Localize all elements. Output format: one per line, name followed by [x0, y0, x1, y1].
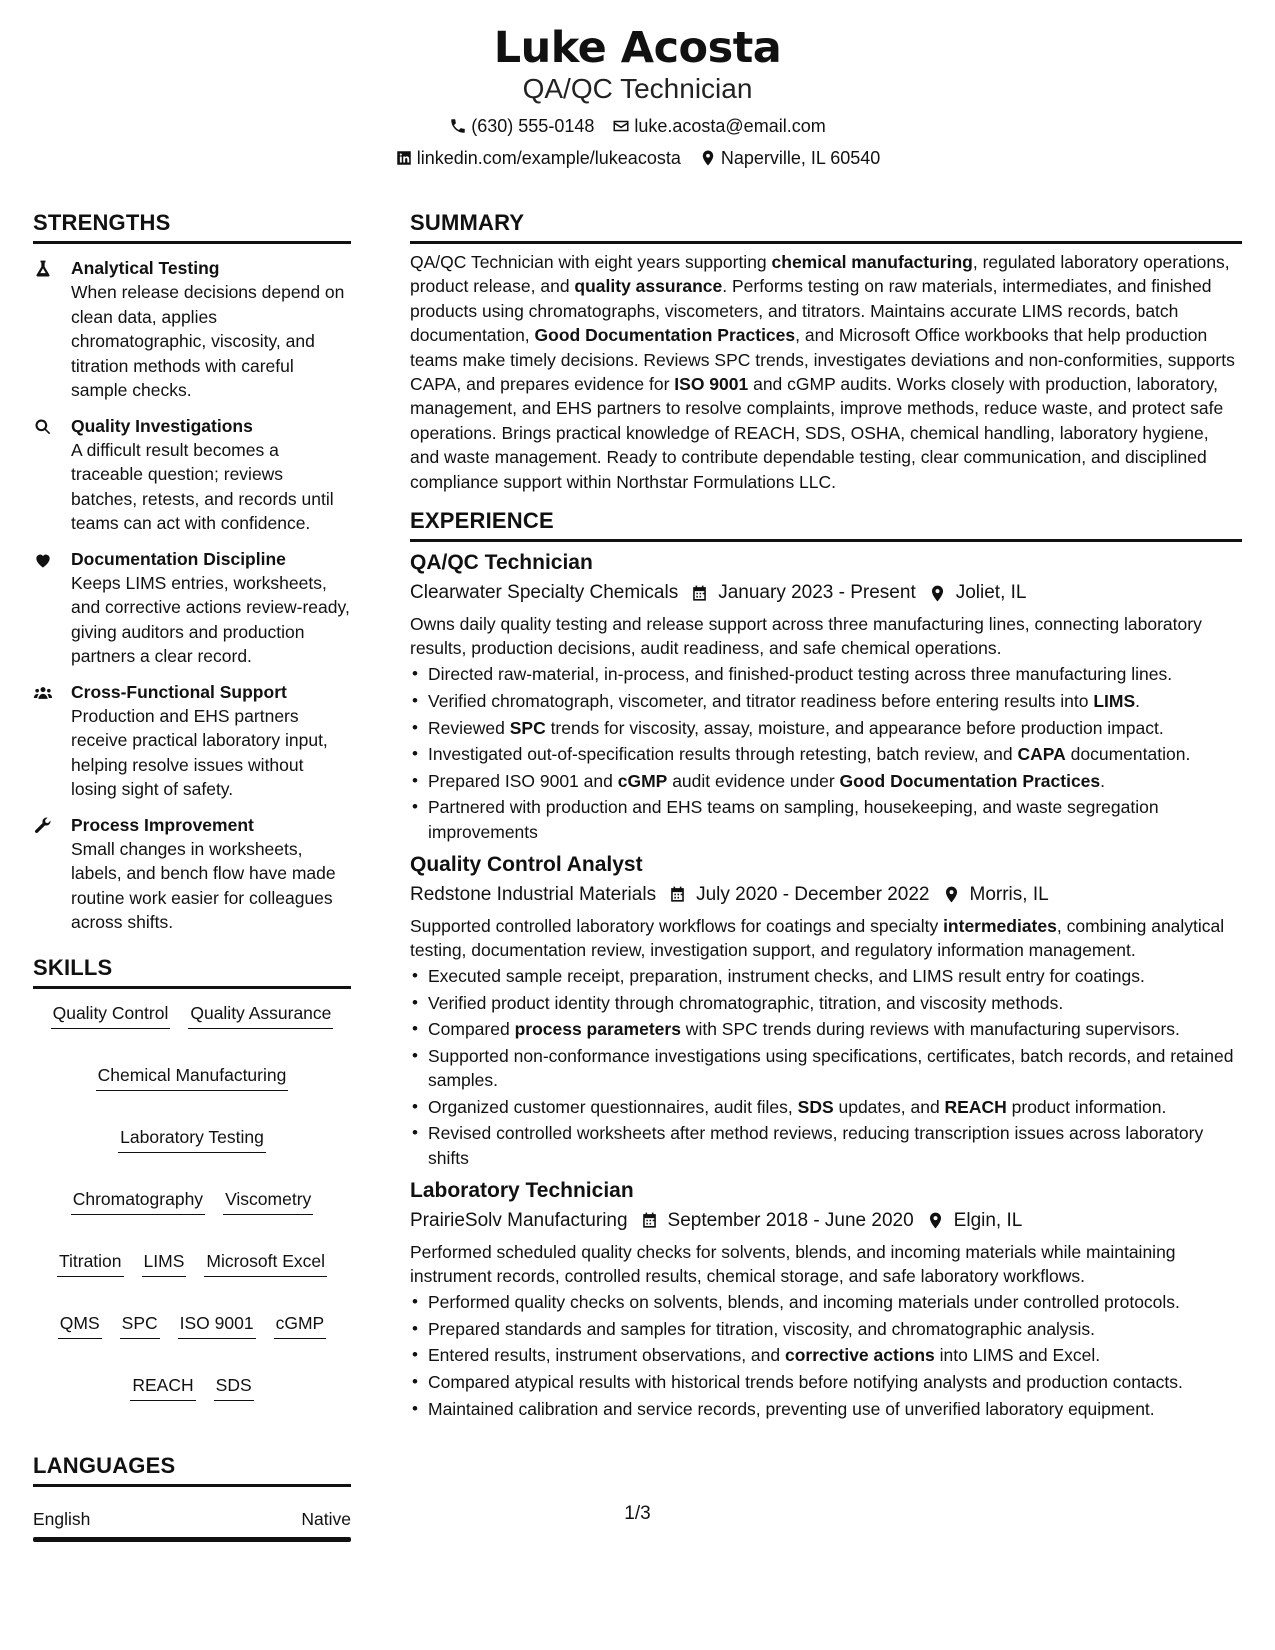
strength-title: Process Improvement	[71, 814, 254, 835]
strengths-list	[33, 256, 351, 935]
section-divider	[33, 1484, 351, 1487]
job-bullet: • Verified chromatograph, viscometer, and titrator readiness before entering results into LIMS.	[410, 689, 1242, 713]
section-divider	[410, 241, 1242, 244]
job-dates: September 2018 - June 2020	[667, 1209, 914, 1231]
emphasis-text: corrective actions	[785, 1345, 935, 1366]
calendar-icon	[640, 1211, 659, 1230]
job-bullet: • Organized customer questionnaires, audit files, SDS updates, and REACH product information.	[410, 1095, 1242, 1119]
strength-icon	[33, 680, 71, 802]
job-entry	[410, 1177, 1242, 1421]
contact-email[interactable]	[612, 114, 825, 138]
languages-section	[33, 1453, 351, 1542]
job-dates: July 2020 - December 2022	[696, 883, 930, 905]
skill-tag: Chromatography	[71, 1187, 205, 1215]
users-icon	[33, 683, 53, 703]
job-bullet: • Prepared standards and samples for titration, viscosity, and chromatographic analysis.	[410, 1317, 1242, 1341]
job-bullets	[410, 964, 1242, 1170]
job-meta	[410, 1207, 1242, 1235]
job-description: Owns daily quality testing and release support across three manufacturing lines, connecting laboratory results, production decisions, audit readiness, and safe chemical operations.	[410, 614, 1202, 659]
strength-body	[71, 547, 351, 669]
email-text[interactable]: luke.acosta@email.com	[634, 116, 826, 136]
job-meta	[410, 579, 1242, 607]
phone-icon	[449, 117, 467, 135]
job-bullet: • Entered results, instrument observations, and corrective actions into LIMS and Excel.	[410, 1343, 1242, 1367]
job-bullet: • Supported non-conformance investigations using specifications, certificates, batch records, and retained samples.	[410, 1044, 1242, 1092]
strength-item	[33, 414, 351, 536]
job-title: Quality Control Analyst	[410, 852, 643, 876]
experience-heading: EXPERIENCE	[410, 508, 554, 534]
strength-body	[71, 680, 351, 802]
map-pin-icon	[699, 149, 717, 167]
job-bullet: • Executed sample receipt, preparation, instrument checks, and LIMS result entry for coatings.	[410, 964, 1242, 988]
job-bullet: • Reviewed SPC trends for viscosity, assay, moisture, and appearance before production impact.	[410, 716, 1242, 740]
flask-icon	[33, 259, 53, 279]
skills-list	[33, 1001, 351, 1401]
strength-description: A difficult result becomes a traceable question; reviews batches, retests, and records until teams can act with confidence.	[71, 439, 334, 533]
strength-body	[71, 813, 351, 935]
skill-tag: Quality Assurance	[188, 1001, 333, 1029]
emphasis-text: LIMS	[1093, 691, 1136, 712]
emphasis-text: REACH	[944, 1096, 1007, 1117]
summary-text: QA/QC Technician with eight years supporting chemical manufacturing, regulated laboratory operations, product release, and quality assurance. Performs testing on raw materials, intermediates, and finished products using chromatographs, viscometers, and titrators. Maintains accurate LIMS records, batch documentation, Good Documentation Practices, and Microsoft Office workbooks that help production teams make timely decisions. Reviews SPC trends, investigates deviations and non-conformities, supports CAPA, and prepares evidence for ISO 9001 and cGMP audits. Works closely with production, laboratory, management, and EHS partners to resolve complaints, improve methods, reduce waste, and protect safe operations. Brings practical knowledge of REACH, SDS, OSHA, chemical handling, laboratory hygiene, and waste management. Ready to contribute dependable testing, clear communication, and disciplined compliance support within Northstar Formulations LLC.	[410, 252, 1235, 492]
wrench-icon	[33, 816, 53, 836]
skill-tag: SDS	[214, 1373, 254, 1401]
emphasis-text: chemical manufacturing	[771, 252, 973, 272]
strength-title: Cross-Functional Support	[71, 681, 287, 702]
strength-title: Documentation Discipline	[71, 548, 286, 569]
candidate-title: QA/QC Technician	[522, 73, 753, 104]
emphasis-text: Good Documentation Practices	[839, 770, 1101, 791]
job-bullet: • Partnered with production and EHS teams on sampling, housekeeping, and waste segregation improvements	[410, 795, 1242, 843]
strength-title: Analytical Testing	[71, 258, 220, 278]
experience-section	[410, 508, 1242, 1421]
contact-row-secondary	[0, 146, 1275, 170]
language-name: English	[33, 1508, 91, 1529]
job-bullets	[410, 1290, 1242, 1421]
strength-body	[71, 256, 351, 403]
section-divider	[410, 539, 1242, 542]
map-pin-icon	[928, 584, 947, 603]
strength-item	[33, 680, 351, 802]
skill-tag: Titration	[57, 1249, 124, 1277]
section-divider	[33, 241, 351, 244]
job-location: Joliet, IL	[955, 582, 1027, 604]
linkedin-icon	[395, 149, 413, 167]
skill-tag: QMS	[58, 1311, 102, 1339]
contact-linkedin[interactable]	[395, 146, 681, 170]
job-location: Morris, IL	[969, 883, 1049, 905]
map-pin-icon	[926, 1211, 945, 1230]
strength-body	[71, 414, 351, 536]
page-number: 1/3	[624, 1503, 651, 1524]
job-description: Supported controlled laboratory workflows for coatings and specialty intermediates, combining analytical testing, documentation review, investigation support, and regulatory information management.	[410, 915, 1225, 961]
strength-item	[33, 547, 351, 669]
job-title: Laboratory Technician	[410, 1178, 634, 1202]
strength-icon	[33, 256, 71, 403]
strength-item	[33, 256, 351, 403]
phone-text: (630) 555-0148	[471, 116, 595, 136]
emphasis-text: quality assurance	[574, 276, 723, 297]
emphasis-text: CAPA	[1017, 744, 1066, 765]
job-bullet: • Revised controlled worksheets after method reviews, reducing transcription issues across laboratory shifts	[410, 1121, 1242, 1169]
skill-tag: Chemical Manufacturing	[96, 1063, 289, 1091]
emphasis-text: cGMP	[617, 770, 668, 791]
section-divider	[33, 986, 351, 989]
skill-tag: Quality Control	[51, 1001, 171, 1029]
left-column	[33, 210, 351, 1542]
resume-header	[0, 22, 1275, 170]
email-icon	[612, 117, 630, 135]
strength-title: Quality Investigations	[71, 415, 253, 436]
location-text: Naperville, IL 60540	[720, 148, 881, 168]
job-bullet: • Investigated out-of-specification results through retesting, batch review, and CAPA documentation.	[410, 742, 1242, 766]
strength-icon	[33, 813, 71, 935]
search-icon	[33, 417, 53, 437]
strength-description: Small changes in worksheets, labels, and bench flow have made routine work easier for colleagues across shifts.	[71, 838, 336, 932]
contact-row-primary	[0, 114, 1275, 138]
emphasis-text: ISO 9001	[674, 374, 749, 395]
strengths-heading: STRENGTHS	[33, 210, 171, 235]
job-company: Redstone Industrial Materials	[410, 883, 657, 905]
heart-icon	[33, 550, 53, 570]
jobs-list	[410, 549, 1242, 1421]
strength-description: When release decisions depend on clean data, applies chromatographic, viscosity, and titration methods with careful sample checks.	[71, 282, 345, 400]
emphasis-text: Good Documentation Practices	[534, 325, 796, 346]
contact-phone	[449, 114, 594, 138]
skill-tag: Viscometry	[223, 1187, 313, 1215]
emphasis-text: intermediates	[943, 915, 1057, 936]
language-level: Native	[301, 1508, 351, 1529]
strength-icon	[33, 547, 71, 669]
calendar-icon	[668, 885, 687, 904]
job-description: Performed scheduled quality checks for solvents, blends, and incoming materials while maintaining instrument records, controlled results, chemical storage, and safe laboratory workflows.	[410, 1241, 1176, 1287]
skills-section	[33, 955, 351, 1401]
job-meta	[410, 881, 1242, 909]
skills-heading: SKILLS	[33, 954, 113, 980]
job-bullet: • Compared process parameters with SPC trends during reviews with manufacturing supervisors.	[410, 1017, 1242, 1041]
skill-tag: cGMP	[274, 1311, 327, 1339]
emphasis-text: SPC	[509, 717, 546, 738]
job-bullet: • Performed quality checks on solvents, blends, and incoming materials under controlled protocols.	[410, 1290, 1242, 1314]
candidate-name: Luke Acosta	[493, 23, 782, 73]
skill-tag: ISO 9001	[178, 1311, 256, 1339]
contact-location	[699, 146, 880, 170]
job-company: Clearwater Specialty Chemicals	[410, 582, 679, 604]
languages-heading: LANGUAGES	[33, 1452, 176, 1478]
job-dates: January 2023 - Present	[718, 582, 916, 604]
skill-tag: REACH	[130, 1373, 195, 1401]
language-proficiency-bar	[33, 1537, 351, 1542]
summary-heading: SUMMARY	[410, 210, 525, 235]
right-column	[410, 210, 1242, 1423]
strength-icon	[33, 414, 71, 536]
linkedin-text[interactable]: linkedin.com/example/lukeacosta	[416, 148, 681, 168]
job-entry	[410, 549, 1242, 844]
job-bullet: • Verified product identity through chromatographic, titration, and viscosity methods.	[410, 991, 1242, 1015]
job-bullet: • Directed raw-material, in-process, and finished-product testing across three manufacturing lines.	[410, 662, 1242, 686]
strength-description: Production and EHS partners receive practical laboratory input, helping resolve issues without losing sight of safety.	[71, 705, 328, 799]
job-entry	[410, 851, 1242, 1170]
job-bullets	[410, 662, 1242, 843]
job-company: PrairieSolv Manufacturing	[410, 1209, 628, 1231]
job-title: QA/QC Technician	[410, 551, 593, 575]
job-location: Elgin, IL	[953, 1209, 1023, 1231]
strength-description: Keeps LIMS entries, worksheets, and corrective actions review-ready, giving auditors and production partners a clear record.	[71, 572, 350, 666]
skill-tag: Laboratory Testing	[118, 1125, 266, 1153]
job-bullet: • Prepared ISO 9001 and cGMP audit evidence under Good Documentation Practices.	[410, 769, 1242, 793]
strength-item	[33, 813, 351, 935]
calendar-icon	[690, 584, 709, 603]
skill-tag: SPC	[120, 1311, 160, 1339]
map-pin-icon	[942, 885, 961, 904]
job-bullet: • Maintained calibration and service records, preventing use of unverified laboratory equipment.	[410, 1397, 1242, 1421]
emphasis-text: process parameters	[514, 1019, 681, 1040]
skill-tag: Microsoft Excel	[204, 1249, 327, 1277]
job-bullet: • Compared atypical results with historical trends before notifying analysts and production contacts.	[410, 1370, 1242, 1394]
skill-tag: LIMS	[142, 1249, 187, 1277]
emphasis-text: SDS	[797, 1096, 834, 1117]
